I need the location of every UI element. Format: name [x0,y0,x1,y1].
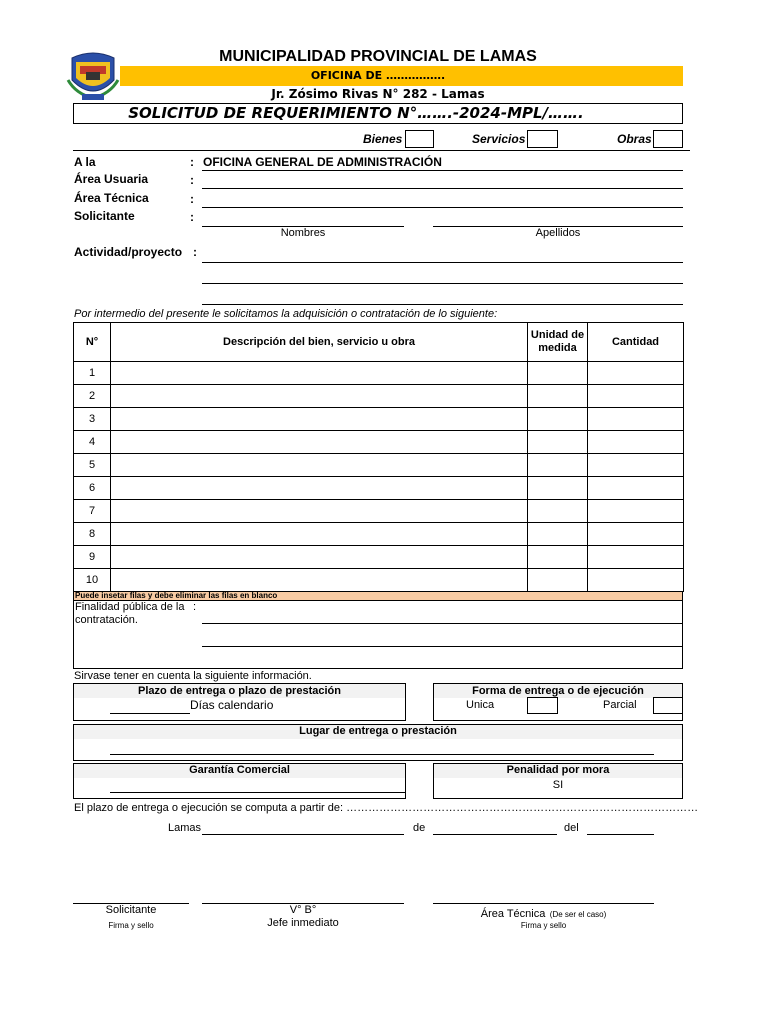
requester-signature-sub: Firma y sello [108,921,154,930]
table-row [74,431,684,454]
row-description-cell[interactable] [111,385,528,408]
services-checkbox[interactable] [527,130,558,148]
header-divider [73,150,690,151]
purpose-label: Finalidad pública de la contratación. [75,601,185,626]
row-number: 10 [74,569,111,592]
request-title: SOLICITUD DE REQUERIMIENTO N°…….-2024-MPL/……. [128,104,584,122]
first-names-caption: Nombres [280,227,326,239]
office-name: OFICINA DE ……………. [310,69,446,82]
row-number: 8 [74,523,111,546]
row-number: 4 [74,431,111,454]
tech-area-field[interactable] [202,207,683,208]
table-row [74,454,684,477]
technical-signature-note: (De ser el caso) [549,910,607,919]
row-number: 7 [74,500,111,523]
row-unit-cell[interactable] [528,569,588,592]
warranty-field[interactable] [110,792,405,793]
row-description-cell[interactable] [111,454,528,477]
partial-checkbox[interactable] [653,697,683,714]
address: Jr. Zósimo Rivas N° 282 - Lamas [271,87,485,101]
row-unit-cell[interactable] [528,385,588,408]
municipality-logo [66,50,120,104]
row-quantity-cell[interactable] [588,431,684,454]
activity-label: Actividad/proyecto [74,245,183,259]
row-description-cell[interactable] [111,523,528,546]
delivery-place-field[interactable] [110,754,654,755]
row-number: 6 [74,477,111,500]
row-quantity-cell[interactable] [588,523,684,546]
activity-colon: : [193,245,197,259]
intro-text: Por intermedio del presente le solicitamos la adquisición o contratación de lo siguiente: [74,308,498,320]
row-unit-cell[interactable] [528,431,588,454]
date-year-field[interactable] [587,834,654,835]
row-quantity-cell[interactable] [588,546,684,569]
note-text: Puede insetar filas y debe eliminar las filas en blanco [75,591,278,600]
info-intro: Sirvase tener en cuenta la siguiente información. [74,670,312,682]
user-area-label: Área Usuaria [74,172,149,186]
table-row [74,385,684,408]
row-quantity-cell[interactable] [588,385,684,408]
goods-checkbox[interactable] [405,130,434,148]
user-area-field[interactable] [202,188,683,189]
to-label: A la [74,155,96,169]
warranty-title: Garantía Comercial [189,764,290,776]
delivery-days-unit: Días calendario [190,698,274,712]
row-quantity-cell[interactable] [588,408,684,431]
to-value: OFICINA GENERAL DE ADMINISTRACIÓN [203,155,442,169]
row-number: 2 [74,385,111,408]
row-quantity-cell[interactable] [588,454,684,477]
purpose-colon: : [193,601,197,613]
term-computed: El plazo de entrega o ejecución se computa a partir de: …………………………………………………………………………………… [74,802,699,814]
activity-field-1[interactable] [202,262,683,263]
user-area-colon: : [190,173,194,187]
org-name: MUNICIPALIDAD PROVINCIAL DE LAMAS [219,48,537,65]
services-label: Servicios [472,132,526,146]
row-unit-cell[interactable] [528,477,588,500]
tech-area-label: Área Técnica [74,191,149,205]
requester-signature-label: Solicitante [105,904,157,916]
penalty-title: Penalidad por mora [506,764,610,776]
row-unit-cell[interactable] [528,523,588,546]
requester-colon: : [190,210,194,224]
row-unit-cell[interactable] [528,546,588,569]
table-row [74,569,684,592]
last-names-caption: Apellidos [535,227,581,239]
row-unit-cell[interactable] [528,362,588,385]
technical-signature-label-wrap [433,904,654,922]
requester-label: Solicitante [74,209,135,223]
row-quantity-cell[interactable] [588,477,684,500]
warranty-body [74,778,405,798]
col-quantity: Cantidad [588,323,684,362]
single-checkbox[interactable] [527,697,558,714]
table-row [74,477,684,500]
row-number: 9 [74,546,111,569]
table-row [74,362,684,385]
row-number: 3 [74,408,111,431]
delivery-place-body [74,739,682,760]
table-row [74,546,684,569]
date-day-field[interactable] [202,834,404,835]
row-description-cell[interactable] [111,362,528,385]
row-quantity-cell[interactable] [588,500,684,523]
delivery-place-title: Lugar de entrega o prestación [299,725,457,737]
partial-label: Parcial [603,699,637,711]
tech-area-colon: : [190,192,194,206]
approval-signature-sub: Jefe inmediato [267,917,339,929]
row-number: 5 [74,454,111,477]
purpose-field-2[interactable] [202,646,683,647]
activity-field-3[interactable] [202,304,683,305]
row-description-cell[interactable] [111,477,528,500]
date-of-1: de [413,822,426,834]
to-colon: : [190,155,194,169]
table-row [74,523,684,546]
row-number: 1 [74,362,111,385]
col-number: N° [74,323,111,362]
activity-field-2[interactable] [202,283,683,284]
table-row [74,408,684,431]
delivery-term-title: Plazo de entrega o plazo de prestación [138,685,341,697]
row-description-cell[interactable] [111,569,528,592]
row-description-cell[interactable] [111,546,528,569]
penalty-value: SI [552,779,564,791]
to-line [202,170,683,171]
approval-signature-label: V° B° [289,904,317,916]
items-table [73,322,684,592]
row-unit-cell[interactable] [528,454,588,477]
row-unit-cell[interactable] [528,408,588,431]
technical-signature-label: Área Técnica [480,908,546,920]
table-header-row [74,323,684,362]
date-of-2: del [564,822,579,834]
table-row [74,500,684,523]
row-description-cell[interactable] [111,431,528,454]
col-description: Descripción del bien, servicio u obra [111,323,528,362]
single-label: Unica [466,699,495,711]
goods-label: Bienes [363,132,403,146]
date-month-field[interactable] [433,834,557,835]
delivery-form-title: Forma de entrega o de ejecución [472,685,644,697]
works-label: Obras [617,132,652,146]
row-description-cell[interactable] [111,408,528,431]
works-checkbox[interactable] [653,130,683,148]
technical-signature-sub: Firma y sello [520,921,567,930]
row-unit-cell[interactable] [528,500,588,523]
row-description-cell[interactable] [111,500,528,523]
delivery-days-field[interactable] [110,713,190,714]
date-place: Lamas [168,822,202,834]
purpose-field-1[interactable] [202,623,683,624]
row-quantity-cell[interactable] [588,569,684,592]
row-quantity-cell[interactable] [588,362,684,385]
col-unit: Unidad de medida [528,323,588,362]
